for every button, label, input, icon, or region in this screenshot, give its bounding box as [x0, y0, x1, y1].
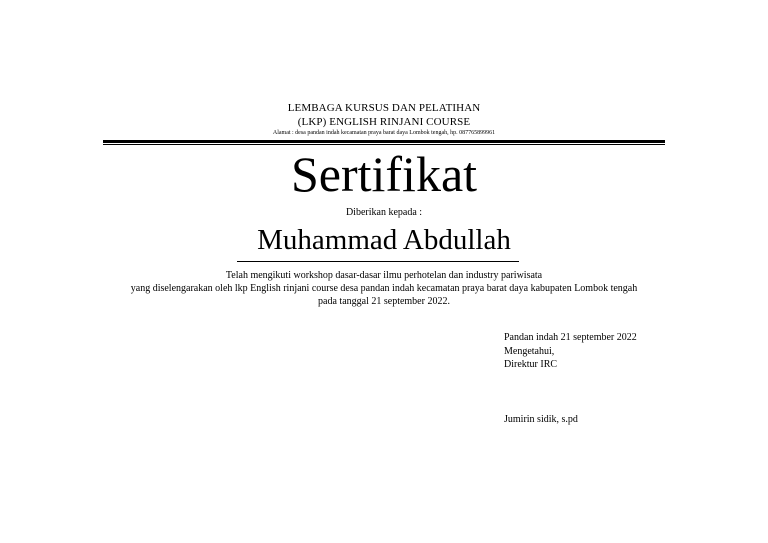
signature-place-date: Pandan indah 21 september 2022: [504, 332, 637, 343]
signature-acknowledged: Mengetahui,: [504, 345, 555, 357]
organization-name: LEMBAGA KURSUS DAN PELATIHAN: [287, 102, 481, 114]
recipient-name: Muhammad Abdullah: [257, 224, 511, 256]
body-line: pada tanggal 21 september 2022.: [318, 296, 450, 307]
letterhead-divider-thick: [103, 140, 665, 143]
letterhead-divider-thin: [103, 144, 665, 145]
certificate-body: [80, 269, 688, 308]
organization-address: Alamat : desa pandan indah kecamatan praya barat daya Lombok tengah, hp. 087765899961: [272, 130, 496, 136]
body-line: yang diselengarakan oleh lkp English rinjani course desa pandan indah kecamatan praya barat daya kabupaten Lombok tengah: [130, 283, 638, 294]
signature-position: Direktur IRC: [504, 359, 558, 370]
signature-block: [504, 331, 637, 372]
signer-name: Jumirin sidik, s.pd: [504, 414, 578, 425]
body-line: Telah mengikuti workshop dasar-dasar ilmu perhotelan dan industry pariwisata: [225, 270, 543, 281]
given-to-label: Diberikan kepada :: [345, 207, 423, 218]
letterhead: [0, 101, 768, 137]
certificate-title: Sertifikat: [290, 146, 478, 202]
recipient-underline: [237, 261, 519, 262]
organization-subname: (LKP) ENGLISH RINJANI COURSE: [297, 116, 471, 128]
